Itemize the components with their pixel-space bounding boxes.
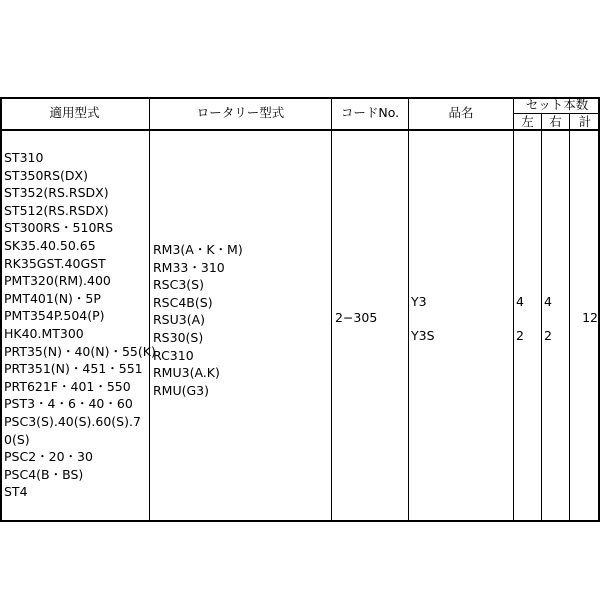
product-name-1: Y3 xyxy=(411,294,427,309)
rotary-models-list xyxy=(153,241,243,399)
list-item: RK35GST.40GST xyxy=(4,255,106,271)
list-item: RMU(G3) xyxy=(153,382,210,398)
list-item: RSU3(A) xyxy=(153,312,206,328)
rotary-models-cell xyxy=(153,241,243,399)
list-item: PST3・4・6・40・60 xyxy=(4,396,133,412)
list-item: RSC3(S) xyxy=(153,277,204,293)
list-item: PMT401(N)・5P xyxy=(4,290,101,306)
list-item: PSC2・20・30 xyxy=(4,449,93,465)
list-item: ST350RS(DX) xyxy=(4,167,88,183)
header-applicable-model: 適用型式 xyxy=(49,105,100,120)
list-item: ST4 xyxy=(4,484,28,500)
list-item: SK35.40.50.65 xyxy=(4,237,96,253)
list-item: 0(S) xyxy=(4,431,30,447)
product-right-1: 4 xyxy=(544,294,552,309)
list-item: PSC4(B・BS) xyxy=(4,466,84,482)
header-divider xyxy=(0,129,600,131)
list-item: ST512(RS.RSDX) xyxy=(4,202,109,218)
applicable-models-cell xyxy=(4,149,156,501)
header-rotary-model: ロータリー型式 xyxy=(196,105,285,120)
list-item: ST310 xyxy=(4,150,44,165)
list-item: HK40.MT300 xyxy=(4,325,84,341)
header-product: 品名 xyxy=(448,105,474,120)
list-item: PMT354P.504(P) xyxy=(4,308,105,324)
col-divider-3 xyxy=(408,97,409,522)
list-item: RM33・310 xyxy=(153,259,225,275)
list-item: RMU3(A.K) xyxy=(153,365,220,381)
list-item: PMT320(RM).400 xyxy=(4,273,111,289)
header-code: コードNo. xyxy=(340,105,400,120)
list-item: PSC3(S).40(S).60(S).7 xyxy=(4,413,141,429)
code-value: 2−305 xyxy=(335,310,378,325)
list-item: ST352(RS.RSDX) xyxy=(4,185,109,201)
product-left-2: 2 xyxy=(516,328,524,343)
total-value: 12 xyxy=(582,310,598,325)
header-set-count: セット本数 xyxy=(525,97,589,112)
col-divider-2 xyxy=(331,97,332,522)
product-name-2: Y3S xyxy=(411,328,435,343)
list-item: PRT351(N)・451・551 xyxy=(4,361,143,377)
list-item: RM3(A・K・M) xyxy=(153,242,243,257)
col-divider-4 xyxy=(513,97,514,522)
list-item: RS30(S) xyxy=(153,329,204,345)
product-left-1: 4 xyxy=(516,294,524,309)
header-total: 計 xyxy=(578,114,592,129)
applicable-models-list xyxy=(4,149,156,501)
parts-table xyxy=(0,97,600,522)
list-item: RC310 xyxy=(153,347,194,363)
list-item: RSC4B(S) xyxy=(153,294,213,310)
col-divider-5 xyxy=(541,114,542,522)
list-item: ST300RS・510RS xyxy=(4,220,114,236)
list-item: PRT621F・401・550 xyxy=(4,378,131,394)
list-item: PRT35(N)・40(N)・55(K) xyxy=(4,343,156,359)
header-right: 右 xyxy=(549,114,562,129)
product-right-2: 2 xyxy=(544,328,552,343)
header-left: 左 xyxy=(521,114,534,129)
